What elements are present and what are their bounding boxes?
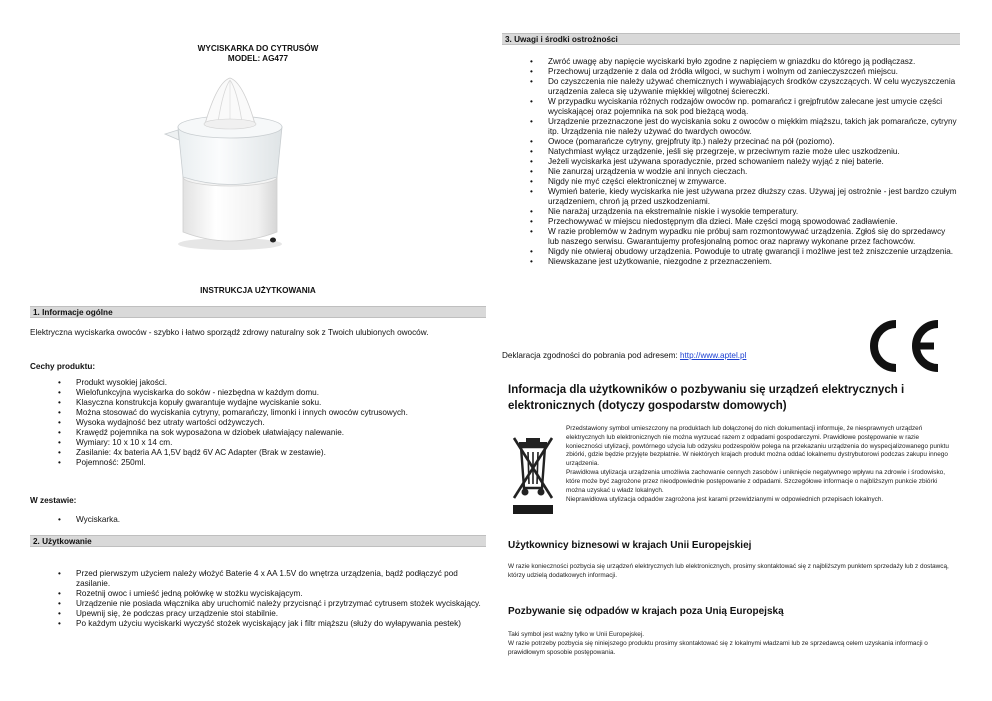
list-item: • Natychmiast wyłącz urządzenie, jeśli się przegrzeje, w przeciwnym razie może ulec uszkodzeniu.: [548, 147, 958, 157]
weee-title: Informacja dla użytkowników o pozbywaniu się urządzeń elektrycznych i elektronicznych (dotyczy gospodarstw domowych): [508, 384, 905, 412]
bin-underline-bar: [513, 505, 553, 514]
model-number: MODEL: AG477: [227, 54, 289, 63]
list-item: • Wysoka wydajność bez utraty wartości odżywczych.: [76, 418, 476, 428]
section-heading-usage: 2. Użytkowanie: [30, 535, 486, 547]
list-item: • Rozetnij owoc i umieść jedną połówkę w stożku wyciskającym.: [76, 589, 486, 599]
list-item: • Po każdym użyciu wyciskarki wyczyść stożek wyciskający jak i filtr miąższu (służy do wyłapywania pestek): [76, 619, 486, 629]
list-item: • Wyciskarka.: [76, 515, 476, 525]
outside-eu-line: W razie potrzeby pozbycia się niniejszego produktu prosimy skontaktować się z lokalnymi władzami lub ze sprzedawcą celem uzyskania informacji o prawidłowym sposobie postępowania.: [508, 639, 928, 656]
product-title: WYCISKARKA DO CYTRUSÓW: [197, 44, 319, 53]
ce-mark-icon: [862, 316, 942, 376]
list-item: • Upewnij się, że podczas pracy urządzenie stoi stabilnie.: [76, 609, 486, 619]
features-heading: Cechy produktu:: [30, 362, 96, 371]
business-users-heading: Użytkownicy biznesowi w krajach Unii Europejskiej: [508, 540, 752, 551]
list-item: • Produkt wysokiej jakości.: [76, 378, 476, 388]
list-item: • Nigdy nie otwieraj obudowy urządzenia. Powoduje to utratę gwarancji i możliwe jest też zniszczenie urządzenia.: [548, 247, 958, 257]
list-item: • Nigdy nie myć części elektronicznej w zmywarce.: [548, 177, 958, 187]
weee-paragraph: Prawidłowa utylizacja urządzenia umożliwia zachowanie cennych zasobów i uniknięcie negatywnego wpływu na zdrowie i środowisko, które może być zagrożone przez nieodpowiednie postępowanie z odpadami. Szczegółowe informacje o najbliższym punkcie zbiórki można uzyskać u władz lokalnych.: [566, 469, 946, 494]
list-item: • Pojemność: 250ml.: [76, 458, 476, 468]
list-item: • Wymiary: 10 x 10 x 14 cm.: [76, 438, 476, 448]
outside-eu-heading: Pozbywanie się odpadów w krajach poza Unią Europejską: [508, 606, 784, 617]
list-item: • Urządzenie nie posiada włącznika aby uruchomić należy przycisnąć i przytrzymać cytrusem stożek wyciskający.: [76, 599, 486, 609]
list-item: • Klasyczna konstrukcja kopuły gwarantuje wydajne wyciskanie soku.: [76, 398, 476, 408]
list-item: • Do czyszczenia nie należy używać chemicznych i wywabiających środków czyszczących. W celu wyczyszczenia urządzenia zaleca się używanie miękkiej wilgotnej ściereczki.: [548, 77, 958, 97]
list-item: • Jeżeli wyciskarka jest używana sporadycznie, przed schowaniem należy wyjąć z niej baterie.: [548, 157, 958, 167]
kit-heading: W zestawie:: [30, 496, 77, 505]
list-item: • Nie zanurzaj urządzenia w wodzie ani innych cieczach.: [548, 167, 958, 177]
features-list: [76, 378, 476, 468]
section-heading-general: 1. Informacje ogólne: [30, 306, 486, 318]
crossed-bin-icon: [510, 432, 556, 504]
section-heading-precautions: 3. Uwagi i środki ostrożności: [502, 33, 960, 45]
outside-eu-text: [508, 631, 956, 657]
instruction-heading: INSTRUKCJA UŻYTKOWANIA: [200, 286, 316, 295]
declaration-line: [502, 351, 822, 361]
list-item: • W przypadku wyciskania różnych rodzajów owoców np. pomarańcz i grejpfrutów zalecane jest umycie części wyciskającej oraz pojemnika na sok pod bieżącą wodą.: [548, 97, 958, 117]
business-users-text: W razie konieczności pozbycia się urządzeń elektrycznych lub elektronicznych, prosimy skontaktować się z najbliższym punktem sprzedaży lub z dostawcą, którzy udzielą dodatkowych informacji.: [508, 563, 949, 579]
list-item: • Niewskazane jest użytkowanie, niezgodne z przeznaczeniem.: [548, 257, 958, 267]
list-item: • W razie problemów w żadnym wypadku nie próbuj sam rozmontowywać urządzenia. Zgłoś się do sprzedawcy lub naszego serwisu. Gwarantujemy profesjonalną pomoc oraz naprawy wykonane przez fachowców.: [548, 227, 958, 247]
list-item: • Krawędź pojemnika na sok wyposażona w dziobek ułatwiający nalewanie.: [76, 428, 476, 438]
list-item: • Zasilanie: 4x bateria AA 1,5V bądź 6V AC Adapter (Brak w zestawie).: [76, 448, 476, 458]
precautions-list: [548, 57, 958, 267]
declaration-label: Deklaracja zgodności do pobrania pod adresem:: [502, 351, 678, 360]
list-item: • Urządzenie przeznaczone jest do wyciskania soku z owoców o miękkim miąższu, takich jak pomarańcze, cytryny itp. Urządzenia nie należy używać do twardych owoców.: [548, 117, 958, 137]
list-item: • Nie narażaj urządzenia na ekstremalnie niskie i wysokie temperatury.: [548, 207, 958, 217]
citrus-juicer-image: [163, 72, 293, 252]
kit-list: [76, 515, 476, 525]
list-item: • Wymień baterie, kiedy wyciskarka nie jest używana przez dłuższy czas. Używaj jej ostrożnie - jest bardzo czułym urządzeniem, chroń ją przed uszkodzeniami.: [548, 187, 958, 207]
weee-paragraph: Przedstawiony symbol umieszczony na produktach lub dołączonej do nich dokumentacji informuje, że niesprawnych urządzeń elektrycznych lub elektronicznych nie można wyrzucać razem z odpadami gospodarczymi. Prawidłowe postępowanie w razie konieczności utylizacji, powtórnego użycia lub odzysku podzespołów polega na przekazaniu urządzenia do wyspecjalizowanego punktu zbiórki, gdzie będzie przyjęte bezpłatnie. W niektórych krajach produkt można oddać lokalnemu dystrybutorowi podczas zakupu innego urządzenia.: [566, 425, 949, 468]
outside-eu-line: Taki symbol jest ważny tylko w Unii Europejskej.: [508, 631, 645, 638]
usage-steps-list: [76, 569, 486, 629]
list-item: • Przechowywać w miejscu niedostępnym dla dzieci. Małe części mogą spowodować zadławienie.: [548, 217, 958, 227]
list-item: • Przed pierwszym użyciem należy włożyć Baterie 4 x AA 1.5V do wnętrza urządzenia, bądź podłączyć pod zasilanie.: [76, 569, 486, 589]
list-item: • Można stosować do wyciskania cytryny, pomarańczy, limonki i innych owoców cytrusowych.: [76, 408, 476, 418]
weee-paragraph: Nieprawidłowa utylizacja odpadów zagrożona jest karami przewidzianymi w odpowiednich przepisach lokalnych.: [566, 495, 884, 503]
declaration-link[interactable]: http://www.aptel.pl: [679, 351, 747, 360]
general-intro: Elektryczna wyciskarka owoców - szybko i łatwo sporządź zdrowy naturalny sok z Twoich ulubionych owoców.: [30, 328, 429, 337]
list-item: • Przechowuj urządzenie z dala od źródła wilgoci, w suchym i wolnym od zanieczyszczeń miejscu.: [548, 67, 958, 77]
weee-description: [566, 425, 956, 504]
list-item: • Wielofunkcyjna wyciskarka do soków - niezbędna w każdym domu.: [76, 388, 476, 398]
list-item: • Owoce (pomarańcze cytryny, grejpfruty itp.) należy przecinać na pół (poziomo).: [548, 137, 958, 147]
list-item: • Zwróć uwagę aby napięcie wyciskarki było zgodne z napięciem w gniazdku do którego ją podłączasz.: [548, 57, 958, 67]
